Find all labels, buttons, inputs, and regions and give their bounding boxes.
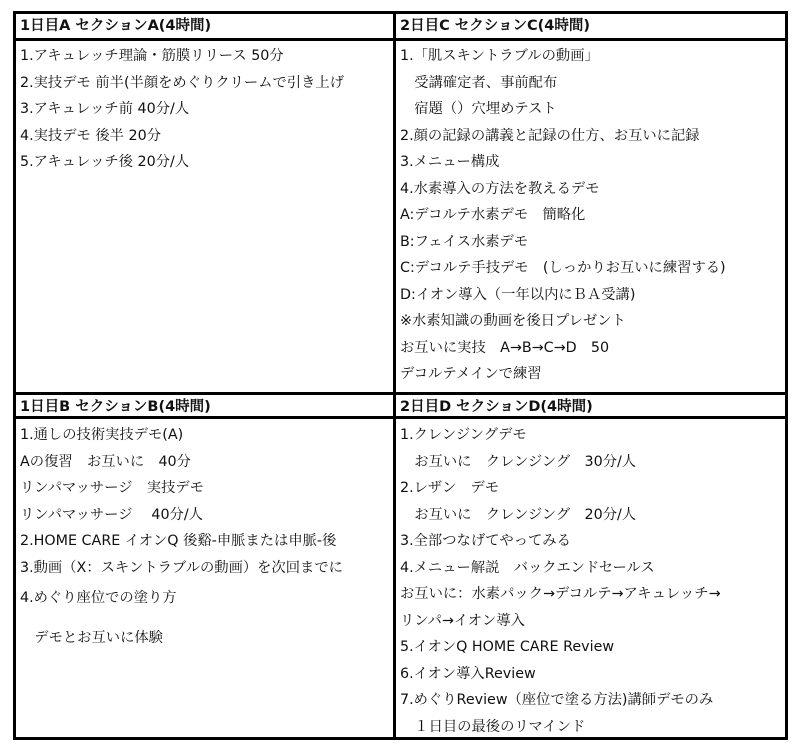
- section-d-line: リンパ→イオン導入: [400, 612, 525, 629]
- section-c-line: 4.水素導入の方法を教えるデモ: [400, 180, 600, 197]
- section-d-line: お互いに クレンジング 20分/人: [400, 506, 637, 523]
- section-d-line: 7.めぐりReview（座位で塗る方法)講師デモのみ: [400, 692, 714, 708]
- section-d-line: 6.イオン導入Review: [400, 665, 536, 682]
- section-d-header: 2日目D セクションD(4時間): [400, 399, 593, 415]
- section-c-line: B:フェイス水素デモ: [400, 233, 529, 250]
- section-c-line: 受講確定者、事前配布: [400, 74, 558, 91]
- section-a-header: 1日目A セクションA(4時間): [20, 18, 212, 34]
- section-c-line: 1.「肌スキントラブルの動画」: [400, 48, 599, 64]
- section-a-line: 3.アキュレッチ前 40分/人: [20, 101, 190, 117]
- section-c-header: 2日目C セクションC(4時間): [400, 18, 590, 34]
- section-d-body: [396, 422, 785, 737]
- section-b-header: 1日目B セクションB(4時間): [20, 399, 211, 415]
- section-c-line: お互いに実技 A→B→C→D 50: [400, 339, 610, 356]
- section-c-line: ※水素知識の動画を後日プレゼント: [400, 313, 626, 329]
- section-b-line: 3.動画（X：スキントラブルの動画）を次回までに: [20, 559, 343, 576]
- section-c-line: 2.顔の記録の講義と記録の仕方、お互いに記録: [400, 127, 700, 144]
- section-b-line: 1.通しの技術実技デモ(A): [20, 427, 184, 443]
- section-b-line: リンパマッサージ 実技デモ: [20, 480, 204, 496]
- section-c-line: D:イオン導入（一年以内にＢＡ受講): [400, 286, 636, 303]
- section-d-line: 3.全部つなげてやってみる: [400, 533, 571, 549]
- section-c-line: C:デコルテ手技デモ (しっかりお互いに練習する): [400, 260, 726, 276]
- schedule-table: [13, 11, 788, 740]
- section-d-line: １日目の最後のリマインド: [400, 718, 586, 735]
- section-c-body: [396, 43, 785, 388]
- section-c-line: A:デコルテ水素デモ 簡略化: [400, 207, 586, 223]
- section-c-line: デコルテメインで練習: [400, 366, 542, 382]
- section-d-line: 1.クレンジングデモ: [400, 427, 527, 443]
- section-c-line: 3.メニュー構成: [400, 154, 500, 170]
- section-a-line: 5.アキュレッチ後 20分/人: [20, 154, 190, 170]
- section-c-line: 宿題（）穴埋めテスト: [400, 101, 557, 117]
- section-d-line: 4.メニュー解説 バックエンドセールス: [400, 559, 655, 576]
- section-d-line: 5.イオンQ HOME CARE Review: [400, 639, 615, 655]
- section-a-line: 2.実技デモ 前半(半顔をめぐりクリームで引き上げ: [20, 74, 344, 91]
- section-d-line: お互いに クレンジング 30分/人: [400, 453, 637, 470]
- section-a-cell: [16, 14, 393, 392]
- section-b-line: 2.HOME CARE イオンQ 後谿-申脈または申脈-後: [20, 533, 337, 549]
- section-b-body: [16, 422, 393, 661]
- section-d-cell: [396, 395, 785, 737]
- section-d-line: 2.レザン デモ: [400, 480, 500, 496]
- section-d-line: お互いに：水素パック→デコルテ→アキュレッチ→: [400, 586, 721, 602]
- section-b-line: Aの復習 お互いに 40分: [20, 453, 191, 470]
- section-b-line: デモとお互いに体験: [20, 630, 163, 646]
- section-b-cell: [16, 395, 393, 737]
- section-b-line: リンパマッサージ 40分/人: [20, 506, 203, 523]
- section-c-cell: [396, 14, 785, 392]
- section-a-body: [16, 43, 393, 176]
- section-a-line: 4.実技デモ 後半 20分: [20, 127, 161, 144]
- section-b-line: 4.めぐり座位での塗り方: [20, 590, 177, 606]
- section-a-line: 1.アキュレッチ理論・筋膜リリース 50分: [20, 48, 284, 64]
